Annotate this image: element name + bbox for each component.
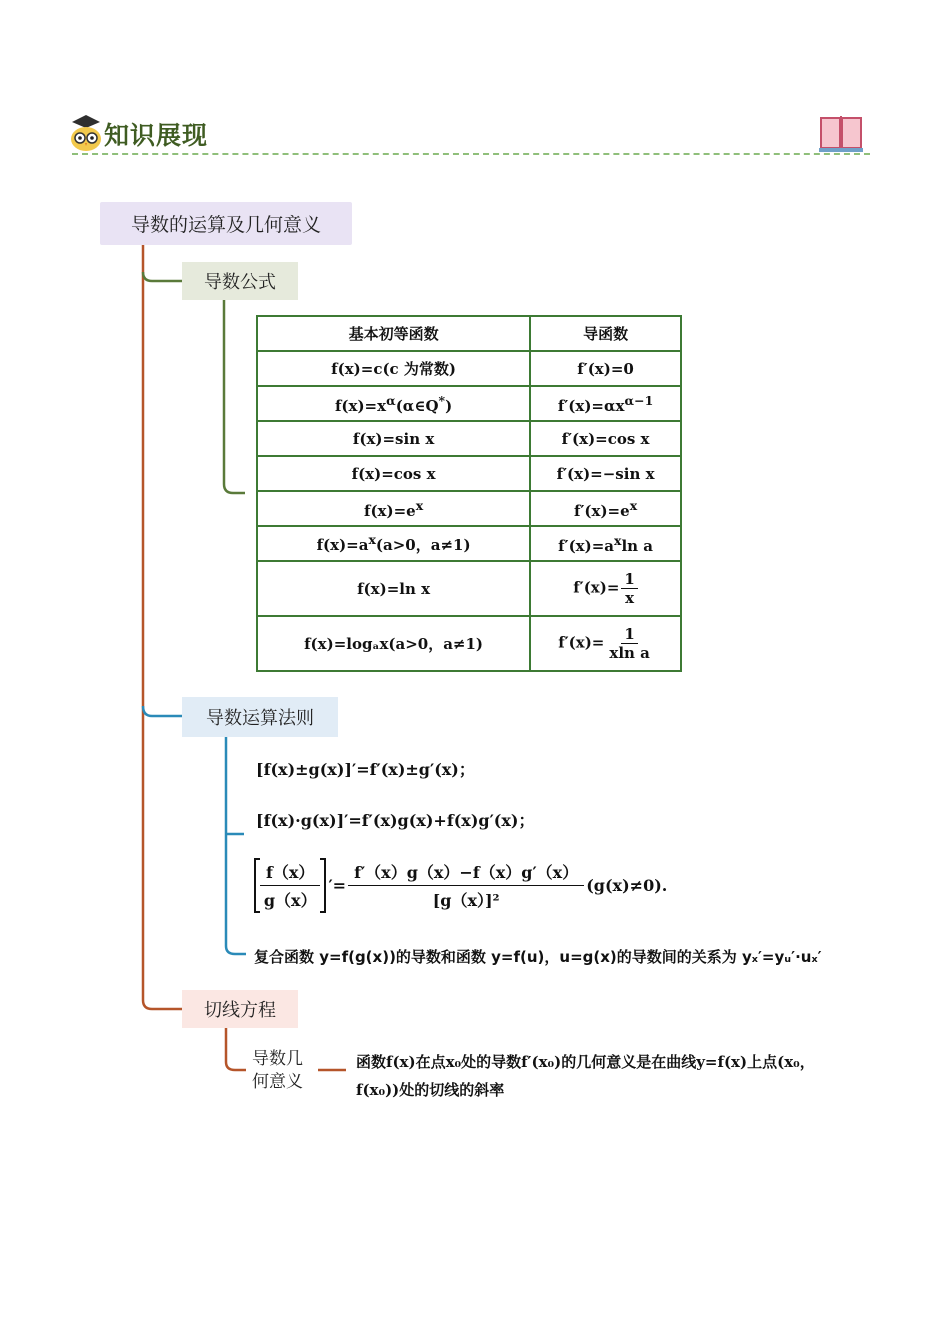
cell-func: $f(x)=e^x$ <box>257 491 530 526</box>
sum-rule: [f(x)±g(x)]′=f′(x)±g′(x)； <box>256 760 475 779</box>
cell-func: f(x)=cos x <box>257 456 530 491</box>
quotient-bracket: $\frac{f(x)}{g(x)}$ <box>254 858 326 913</box>
composite-rule: 复合函数 y=f(g(x))的导数和函数 y=f(u)，u=g(x)的导数间的关系为 yₓ′=yᵤ′·uₓ′ <box>254 948 822 966</box>
cell-deriv: f′(x)=cos x <box>530 421 681 456</box>
table-row <box>257 421 681 456</box>
cell-deriv: $f'(x)=\alpha x^{\alpha-1}$ <box>530 386 681 421</box>
branch-tangent-equation: 切线方程 <box>182 990 298 1028</box>
branch-derivative-rules: 导数运算法则 <box>182 697 338 737</box>
table-header-row <box>257 316 681 351</box>
root-topic: 导数的运算及几何意义 <box>100 202 352 245</box>
cell-func: $f(x)=a^x(a>0$，a≠1) <box>257 526 530 561</box>
cell-deriv: f′(x)= $\frac{1}{x}$ <box>530 561 681 616</box>
section-title: 知识展现 <box>104 121 209 150</box>
product-rule: [f(x)·g(x)]′=f′(x)g(x)+f(x)g′(x)； <box>256 811 535 830</box>
table-row <box>257 491 681 526</box>
table-row <box>257 561 681 616</box>
cell-deriv: f′(x)=−sin x <box>530 456 681 491</box>
branch-derivative-formulas: 导数公式 <box>182 262 298 300</box>
tangent-label: 导数几何意义 <box>252 1049 303 1092</box>
tangent-description: 函数f(x)在点x₀处的导数f′(x₀)的几何意义是在曲线y=f(x)上点(x₀，f(x₀))处的切线的斜率 <box>356 1053 815 1099</box>
cell-deriv: f′(x)= $\frac{1}{\text{xln a}}$ <box>530 616 681 671</box>
cell-func: f(x)=c(c 为常数) <box>257 351 530 386</box>
table-row <box>257 351 681 386</box>
cell-func: f(x)=ln x <box>257 561 530 616</box>
header-basic-function: 基本初等函数 <box>257 316 530 351</box>
cell-deriv: f′(x)=0 <box>530 351 681 386</box>
quotient-rule: $\frac{f(x)}{g(x)}$ ′= $\frac{f'(x)g(x)-f(x)g'(x)}{\text{[g（x）]²}}$ (g(x)≠0). <box>254 858 667 913</box>
cell-func: f(x)=logₐx(a>0，a≠1) <box>257 616 530 671</box>
table-row <box>257 456 681 491</box>
cell-func: f(x)=sin x <box>257 421 530 456</box>
table-row <box>257 616 681 671</box>
derivative-table <box>256 315 682 672</box>
cell-func: $f(x)=x^\alpha(\alpha\in Q^*)$ <box>257 386 530 421</box>
cell-deriv: $f'(x)=e^x$ <box>530 491 681 526</box>
table-row <box>257 386 681 421</box>
table-row <box>257 526 681 561</box>
cell-deriv: $f'(x)=a^x\ln$ a <box>530 526 681 561</box>
header-derivative: 导函数 <box>530 316 681 351</box>
